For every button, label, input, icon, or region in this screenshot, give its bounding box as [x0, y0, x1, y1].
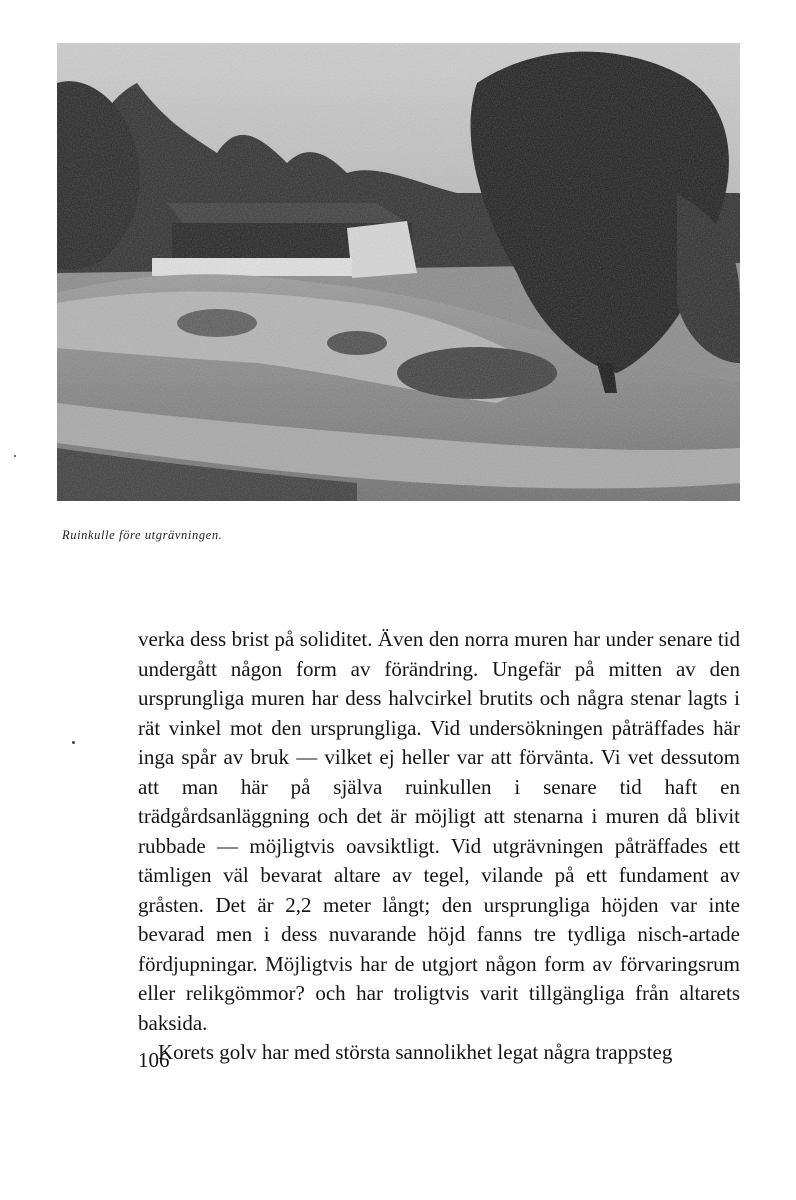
paragraph-2: Korets golv har med största sannolikhet legat några trappsteg	[158, 1040, 673, 1064]
page-number: 106	[138, 1048, 170, 1072]
photo-drawing	[57, 43, 740, 501]
ruin-hill-photo	[57, 43, 740, 501]
scan-speck	[14, 455, 16, 457]
paragraph-1: verka dess brist på soliditet. Även den norra muren har under senare tid undergått någon form av förändring. Ungefär på mitten av den ursprungliga muren har dess halvcirkel brutits och några stenar lagts i rät vinkel mot den ursprungliga. Vid undersökningen påträffades här inga spår av bruk — vilket ej heller var att förvänta. Vi vet dessutom att man här på själva ruinkullen i senare tid haft en trädgårdsanläggning och det är möjligt att stenarna i muren då blivit rubbade — möjligtvis oavsiktligt. Vid utgrävningen påträffades ett tämligen väl bevarat altare av tegel, vilande på ett fundament av gråsten. Det är 2,2 meter långt; den ursprungliga höjden var inte bevarad men i dess nuvarande höjd fanns tre tydliga nisch-artade fördjupningar. Möjligtvis har de utgjort någon form av förvaringsrum eller relikgömmor? och har troligtvis varit tillgängliga från altarets baksida.	[138, 627, 740, 1035]
figure-caption: Ruinkulle före utgrävningen.	[62, 528, 223, 542]
body-text	[138, 625, 740, 1068]
scan-speck	[72, 741, 75, 744]
